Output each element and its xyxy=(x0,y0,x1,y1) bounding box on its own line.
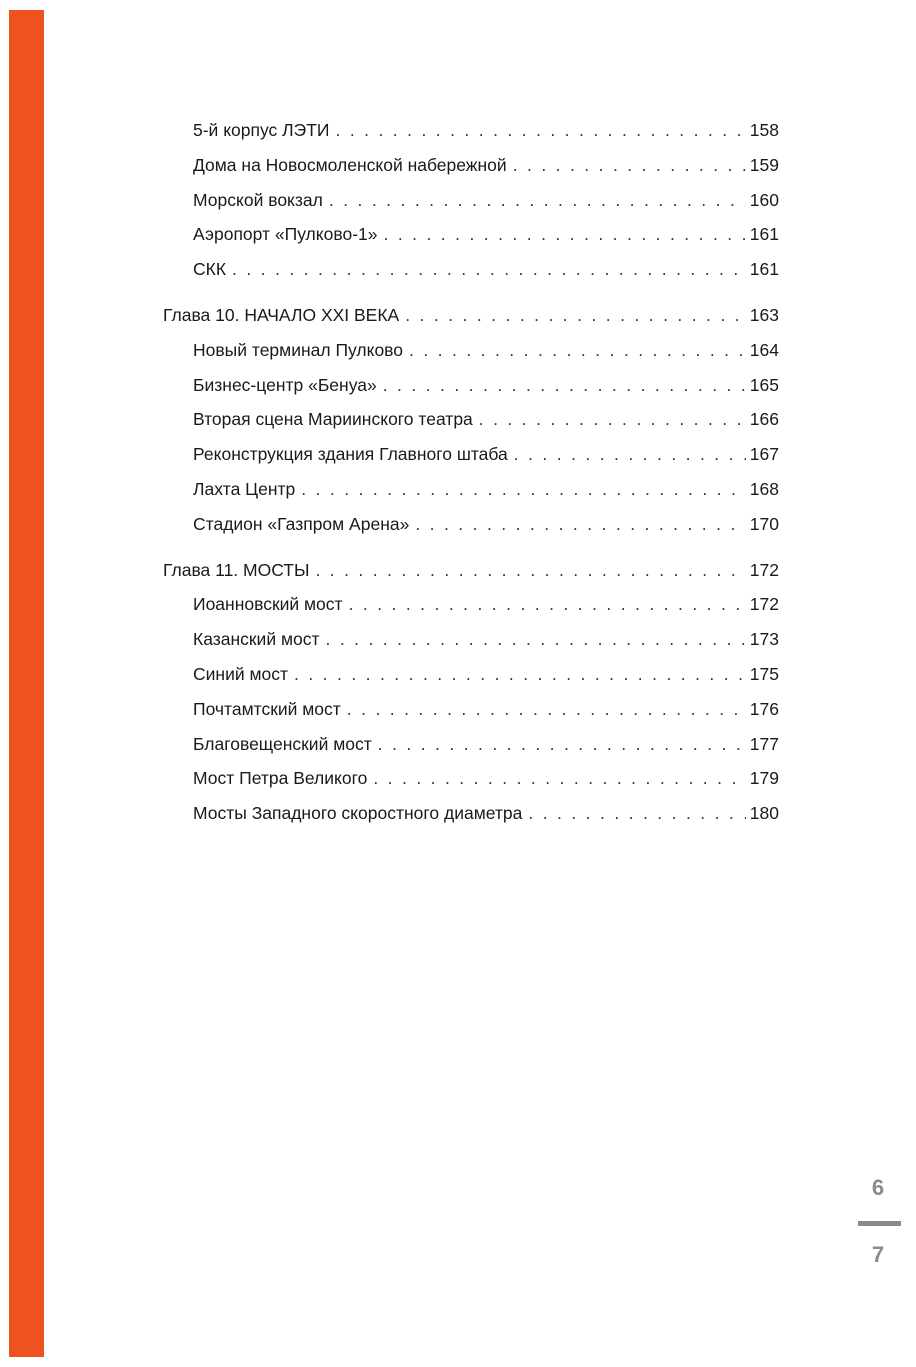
toc-entry-page: 179 xyxy=(749,768,779,789)
toc-entry-page: 176 xyxy=(749,698,779,719)
dot-leader xyxy=(409,333,746,368)
dot-leader xyxy=(514,437,746,472)
toc-entry[interactable] xyxy=(163,402,779,437)
toc-entry-page: 159 xyxy=(749,154,779,175)
dot-leader xyxy=(329,183,746,218)
toc-chapter-heading[interactable] xyxy=(163,298,779,333)
toc-entry[interactable] xyxy=(163,761,779,796)
dot-leader xyxy=(383,368,746,403)
toc-chapter-page: 163 xyxy=(749,304,779,325)
dot-leader xyxy=(415,507,745,542)
toc-entry-page: 173 xyxy=(749,629,779,650)
toc-entry-title: Реконструкция здания Главного штаба xyxy=(193,444,508,465)
toc-entry[interactable] xyxy=(163,796,779,831)
toc-entry[interactable] xyxy=(163,657,779,692)
dot-leader xyxy=(336,113,746,148)
toc-entry-title: Синий мост xyxy=(193,663,289,684)
toc-entry[interactable] xyxy=(163,727,779,762)
chapter-group-continuation xyxy=(163,113,779,287)
toc-entry-page: 167 xyxy=(749,444,779,465)
toc-entry[interactable] xyxy=(163,252,779,287)
toc-entry[interactable] xyxy=(163,368,779,403)
toc-entry-title: Вторая сцена Мариинского театра xyxy=(193,409,473,430)
toc-entry[interactable] xyxy=(163,437,779,472)
toc-entry-title: Благовещенский мост xyxy=(193,733,372,754)
toc-entry-page: 180 xyxy=(749,803,779,824)
toc-entry[interactable] xyxy=(163,113,779,148)
toc-chapter-title: Глава 10. НАЧАЛО XXI ВЕКА xyxy=(163,304,400,325)
toc-entry[interactable] xyxy=(163,148,779,183)
dot-leader xyxy=(479,402,746,437)
toc-entry[interactable] xyxy=(163,472,779,507)
dot-leader xyxy=(384,217,746,252)
toc-entry-title: Почтамтский мост xyxy=(193,698,341,719)
toc-entry-title: Аэропорт «Пулково-1» xyxy=(193,224,378,245)
toc-chapter-title: Глава 11. МОСТЫ xyxy=(163,559,310,580)
toc-entry-title: Стадион «Газпром Арена» xyxy=(193,513,410,534)
toc-entry[interactable] xyxy=(163,333,779,368)
toc-entry-title: Казанский мост xyxy=(193,629,320,650)
toc-chapter-heading[interactable] xyxy=(163,553,779,588)
orange-accent-bar xyxy=(9,10,44,1357)
toc-entry-title: Лахта Центр xyxy=(193,478,296,499)
dot-leader xyxy=(232,252,746,287)
dot-leader xyxy=(373,761,745,796)
toc-entry-page: 168 xyxy=(749,478,779,499)
toc-entry-page: 161 xyxy=(749,224,779,245)
toc-entry-title: Мост Петра Великого xyxy=(193,768,368,789)
chapter-group-10 xyxy=(163,298,779,542)
dot-leader xyxy=(378,727,746,762)
toc-entry-title: Новый терминал Пулково xyxy=(193,339,404,360)
toc-entry-title: 5-й корпус ЛЭТИ xyxy=(193,120,330,140)
chapter-group-11 xyxy=(163,553,779,831)
toc-entry-page: 161 xyxy=(749,259,779,280)
toc-entry[interactable] xyxy=(163,183,779,218)
toc-entry[interactable] xyxy=(163,217,779,252)
toc-entry-title: Дома на Новосмоленской набережной xyxy=(193,154,507,175)
toc-entry[interactable] xyxy=(163,692,779,727)
folio-divider xyxy=(858,1221,901,1226)
dot-leader xyxy=(326,622,746,657)
dot-leader xyxy=(513,148,746,183)
toc-entry[interactable] xyxy=(163,587,779,622)
toc-entry-page: 164 xyxy=(749,339,779,360)
toc-entry-page: 177 xyxy=(749,733,779,754)
toc-entry-title: Бизнес-центр «Бенуа» xyxy=(193,374,377,395)
toc-entry-page: 166 xyxy=(749,409,779,430)
toc-entry[interactable] xyxy=(163,622,779,657)
dot-leader xyxy=(347,692,746,727)
dot-leader xyxy=(405,298,746,333)
table-of-contents xyxy=(163,113,779,842)
dot-leader xyxy=(294,657,746,692)
dot-leader xyxy=(528,796,745,831)
toc-entry[interactable] xyxy=(163,507,779,542)
dot-leader xyxy=(315,553,745,588)
toc-entry-title: Иоанновский мост xyxy=(193,594,343,615)
toc-chapter-page: 172 xyxy=(749,559,779,580)
toc-entry-page: 175 xyxy=(749,663,779,684)
toc-entry-page: 165 xyxy=(749,374,779,395)
toc-entry-page: 172 xyxy=(749,594,779,615)
toc-entry-page: 170 xyxy=(749,513,779,534)
toc-entry-title: Морской вокзал xyxy=(193,189,323,210)
toc-entry-page: 158 xyxy=(749,120,779,140)
dot-leader xyxy=(349,587,746,622)
folio-right-page-number: 7 xyxy=(871,1242,885,1267)
toc-entry-title: Мосты Западного скоростного диаметра xyxy=(193,803,523,824)
toc-entry-page: 160 xyxy=(749,189,779,210)
folio-left-page-number: 6 xyxy=(871,1175,885,1200)
dot-leader xyxy=(301,472,746,507)
toc-entry-title: СКК xyxy=(193,259,227,280)
